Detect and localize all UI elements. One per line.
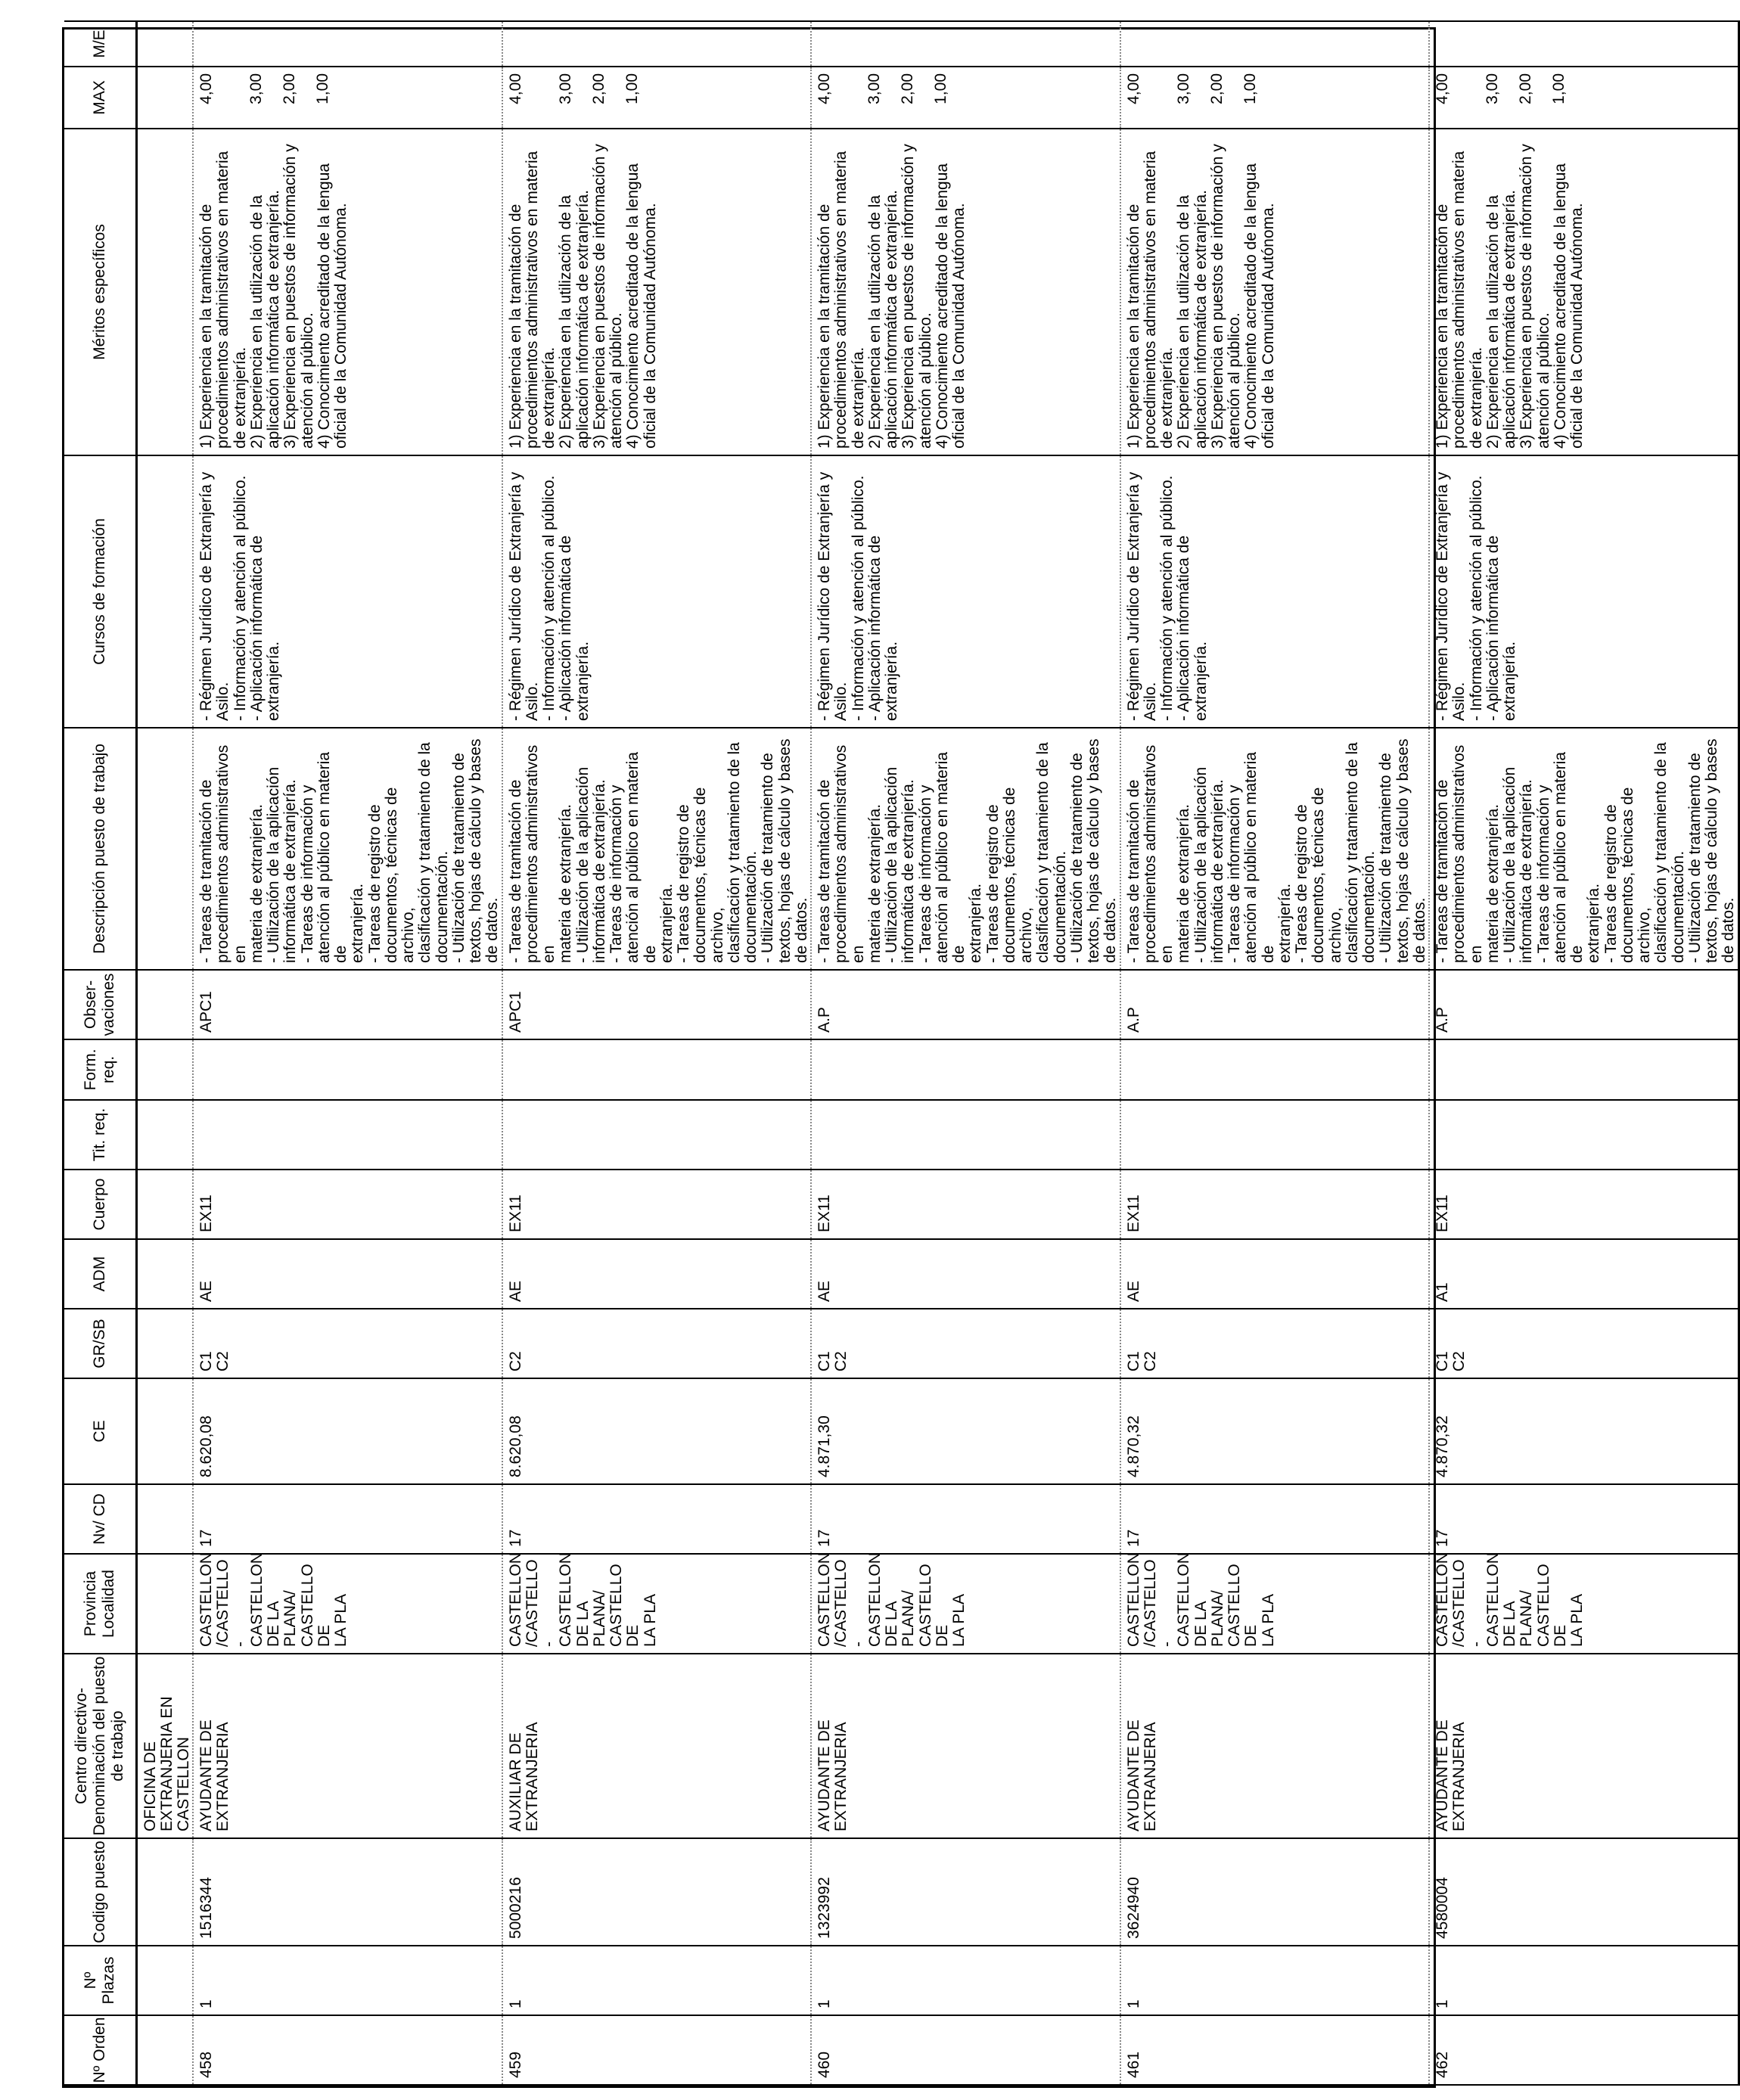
header-grupo: GR/SB xyxy=(64,1309,137,1378)
codigo-cell: 4580004 xyxy=(1429,1838,1738,1946)
max-value: 3,00 xyxy=(1174,73,1192,104)
meritos-cell: 1) Experiencia en la tramitación de procedimientos administrativos en materia de extranjería. 2) Experiencia en la utilización de la aplicación informática de extranjería. 3) Experiencia en puestos de información y atención al público. 4) Conocimiento acreditado de la lengua oficial de la Comunidad Autónoma. xyxy=(193,129,502,455)
obs-cell: A.P xyxy=(811,970,1120,1039)
cursos-cell: - Régimen Jurídico de Extranjería y Asilo. - Información y atención al público. - Aplicación informática de extranjería. xyxy=(193,455,502,728)
table-row xyxy=(502,21,812,2085)
form-cell xyxy=(502,1039,812,1100)
grupo-cell: C1 C2 xyxy=(811,1309,1120,1378)
localidad-cell: CASTELLON /CASTELLO - CASTELLON DE LA PLANA/ CASTELLO DE LA PLA xyxy=(1429,1554,1738,1654)
max-cell xyxy=(811,67,1120,129)
orden-cell: 458 xyxy=(193,2015,502,2085)
cursos-cell: - Régimen Jurídico de Extranjería y Asilo. - Información y atención al público. - Aplicación informática de extranjería. xyxy=(1429,455,1738,728)
form-cell xyxy=(811,1039,1120,1100)
max-value: 2,00 xyxy=(899,73,917,104)
nivel-cell: 17 xyxy=(811,1484,1120,1554)
orden-cell: 462 xyxy=(1429,2015,1738,2085)
max-value: 2,00 xyxy=(281,73,299,104)
localidad-cell: CASTELLON /CASTELLO - CASTELLON DE LA PLANA/ CASTELLO DE LA PLA xyxy=(1120,1554,1430,1654)
adm-cell: AE xyxy=(811,1239,1120,1309)
cuerpo-cell: EX11 xyxy=(1120,1170,1430,1239)
localidad-cell: CASTELLON /CASTELLO - CASTELLON DE LA PLANA/ CASTELLO DE LA PLA xyxy=(193,1554,502,1654)
meritos-cell: 1) Experiencia en la tramitación de procedimientos administrativos en materia de extranjería. 2) Experiencia en la utilización de la aplicación informática de extranjería. 3) Experiencia en puestos de información y atención al público. 4) Conocimiento acreditado de la lengua oficial de la Comunidad Autónoma. xyxy=(1120,129,1430,455)
department-name: OFICINA DE EXTRANJERIA EN CASTELLON xyxy=(137,1654,194,1838)
me-cell xyxy=(811,21,1120,67)
meritos-cell: 1) Experiencia en la tramitación de procedimientos administrativos en materia de extranjería. 2) Experiencia en la utilización de la aplicación informática de extranjería. 3) Experiencia en puestos de información y atención al público. 4) Conocimiento acreditado de la lengua oficial de la Comunidad Autónoma. xyxy=(1429,129,1738,455)
header-max: MAX xyxy=(64,67,137,129)
denominacion-cell: AYUDANTE DE EXTRANJERIA xyxy=(811,1654,1120,1838)
table-row xyxy=(811,21,1120,2085)
max-value: 4,00 xyxy=(1434,73,1452,104)
grupo-cell: C1 C2 xyxy=(1429,1309,1738,1378)
max-value: 1,00 xyxy=(932,73,950,104)
plazas-cell: 1 xyxy=(502,1946,812,2015)
plazas-cell: 1 xyxy=(1429,1946,1738,2015)
descripcion-cell: - Tareas de tramitación de procedimientos administrativos en materia de extranjería. - Utilización de la aplicación informática de extranjería. - Tareas de información y atención al público en materia de extranjería. - Tareas de registro de documentos, técnicas de archivo, clasificación y tratamiento de la documentación. - Utilización de tratamiento de textos, hojas de cálculo y bases de datos. xyxy=(1429,728,1738,970)
max-value: 2,00 xyxy=(1517,73,1535,104)
obs-cell: APC1 xyxy=(193,970,502,1039)
cursos-cell: - Régimen Jurídico de Extranjería y Asilo. - Información y atención al público. - Aplicación informática de extranjería. xyxy=(502,455,812,728)
tit-cell xyxy=(811,1100,1120,1170)
department-row xyxy=(137,21,194,2085)
plazas-cell: 1 xyxy=(193,1946,502,2015)
header-ce: CE xyxy=(64,1378,137,1484)
form-cell xyxy=(1120,1039,1430,1100)
cuerpo-cell: EX11 xyxy=(1429,1170,1738,1239)
adm-cell: AE xyxy=(502,1239,812,1309)
grupo-cell: C1 C2 xyxy=(193,1309,502,1378)
cuerpo-cell: EX11 xyxy=(193,1170,502,1239)
cursos-cell: - Régimen Jurídico de Extranjería y Asilo. - Información y atención al público. - Aplicación informática de extranjería. xyxy=(1120,455,1430,728)
max-value: 4,00 xyxy=(816,73,834,104)
cuerpo-cell: EX11 xyxy=(811,1170,1120,1239)
form-cell xyxy=(1429,1039,1738,1100)
obs-cell: APC1 xyxy=(502,970,812,1039)
table-row xyxy=(193,21,502,2085)
max-value: 4,00 xyxy=(197,73,216,104)
codigo-cell: 1516344 xyxy=(193,1838,502,1946)
nivel-cell: 17 xyxy=(193,1484,502,1554)
header-centro: Centro directivo- Denominación del puesto de trabajo xyxy=(64,1654,137,1838)
cuerpo-cell: EX11 xyxy=(502,1170,812,1239)
denominacion-cell: AYUDANTE DE EXTRANJERIA xyxy=(193,1654,502,1838)
descripcion-cell: - Tareas de tramitación de procedimientos administrativos en materia de extranjería. - Utilización de la aplicación informática de extranjería. - Tareas de información y atención al público en materia de extranjería. - Tareas de registro de documentos, técnicas de archivo, clasificación y tratamiento de la documentación. - Utilización de tratamiento de textos, hojas de cálculo y bases de datos. xyxy=(502,728,812,970)
ce-cell: 4.871,30 xyxy=(811,1378,1120,1484)
adm-cell: A1 xyxy=(1429,1239,1738,1309)
descripcion-cell: - Tareas de tramitación de procedimientos administrativos en materia de extranjería. - Utilización de la aplicación informática de extranjería. - Tareas de información y atención al público en materia de extranjería. - Tareas de registro de documentos, técnicas de archivo, clasificación y tratamiento de la documentación. - Utilización de tratamiento de textos, hojas de cálculo y bases de datos. xyxy=(811,728,1120,970)
header-formacion: Form. req. xyxy=(64,1039,137,1100)
denominacion-cell: AYUDANTE DE EXTRANJERIA xyxy=(1429,1654,1738,1838)
obs-cell: A.P xyxy=(1120,970,1430,1039)
nivel-cell: 17 xyxy=(502,1484,812,1554)
max-cell xyxy=(1120,67,1430,129)
ce-cell: 8.620,08 xyxy=(502,1378,812,1484)
adm-cell: AE xyxy=(1120,1239,1430,1309)
tit-cell xyxy=(1429,1100,1738,1170)
header-titulacion: Tit. req. xyxy=(64,1100,137,1170)
adm-cell: AE xyxy=(193,1239,502,1309)
header-adm: ADM xyxy=(64,1239,137,1309)
header-cursos: Cursos de formación xyxy=(64,455,137,728)
table-row xyxy=(1120,21,1430,2085)
max-value: 3,00 xyxy=(1484,73,1502,104)
nivel-cell: 17 xyxy=(1429,1484,1738,1554)
header-meritos: Méritos específicos xyxy=(64,129,137,455)
codigo-cell: 5000216 xyxy=(502,1838,812,1946)
codigo-cell: 1323992 xyxy=(811,1838,1120,1946)
nivel-cell: 17 xyxy=(1120,1484,1430,1554)
max-value: 3,00 xyxy=(865,73,884,104)
meritos-cell: 1) Experiencia en la tramitación de procedimientos administrativos en materia de extranjería. 2) Experiencia en la utilización de la aplicación informática de extranjería. 3) Experiencia en puestos de información y atención al público. 4) Conocimiento acreditado de la lengua oficial de la Comunidad Autónoma. xyxy=(502,129,812,455)
descripcion-cell: - Tareas de tramitación de procedimientos administrativos en materia de extranjería. - Utilización de la aplicación informática de extranjería. - Tareas de información y atención al público en materia de extranjería. - Tareas de registro de documentos, técnicas de archivo, clasificación y tratamiento de la documentación. - Utilización de tratamiento de textos, hojas de cálculo y bases de datos. xyxy=(193,728,502,970)
header-orden: Nº Orden xyxy=(64,2015,137,2085)
table-row xyxy=(1429,21,1738,2085)
me-cell xyxy=(193,21,502,67)
job-positions-table xyxy=(64,20,1740,2086)
plazas-cell: 1 xyxy=(1120,1946,1430,2015)
max-cell xyxy=(502,67,812,129)
max-value: 2,00 xyxy=(589,73,607,104)
max-value: 3,00 xyxy=(556,73,574,104)
form-cell xyxy=(193,1039,502,1100)
header-nivel: Nv/ CD xyxy=(64,1484,137,1554)
header-codigo: Codigo puesto xyxy=(64,1838,137,1946)
me-cell xyxy=(1120,21,1430,67)
denominacion-cell: AYUDANTE DE EXTRANJERIA xyxy=(1120,1654,1430,1838)
max-value: 3,00 xyxy=(247,73,266,104)
header-cuerpo: Cuerpo xyxy=(64,1170,137,1239)
max-value: 1,00 xyxy=(1550,73,1568,104)
plazas-cell: 1 xyxy=(811,1946,1120,2015)
meritos-cell: 1) Experiencia en la tramitación de procedimientos administrativos en materia de extranjería. 2) Experiencia en la utilización de la aplicación informática de extranjería. 3) Experiencia en puestos de información y atención al público. 4) Conocimiento acreditado de la lengua oficial de la Comunidad Autónoma. xyxy=(811,129,1120,455)
header-descripcion: Descripción puesto de trabajo xyxy=(64,728,137,970)
codigo-cell: 3624940 xyxy=(1120,1838,1430,1946)
ce-cell: 8.620,08 xyxy=(193,1378,502,1484)
descripcion-cell: - Tareas de tramitación de procedimientos administrativos en materia de extranjería. - Utilización de la aplicación informática de extranjería. - Tareas de información y atención al público en materia de extranjería. - Tareas de registro de documentos, técnicas de archivo, clasificación y tratamiento de la documentación. - Utilización de tratamiento de textos, hojas de cálculo y bases de datos. xyxy=(1120,728,1430,970)
denominacion-cell: AUXILIAR DE EXTRANJERIA xyxy=(502,1654,812,1838)
header-me: M/E xyxy=(64,21,137,67)
ce-cell: 4.870,32 xyxy=(1429,1378,1738,1484)
me-cell xyxy=(1429,21,1738,67)
ce-cell: 4.870,32 xyxy=(1120,1378,1430,1484)
header-provincia: Provincia Localidad xyxy=(64,1554,137,1654)
tit-cell xyxy=(502,1100,812,1170)
max-cell xyxy=(193,67,502,129)
orden-cell: 459 xyxy=(502,2015,812,2085)
cursos-cell: - Régimen Jurídico de Extranjería y Asilo. - Información y atención al público. - Aplicación informática de extranjería. xyxy=(811,455,1120,728)
obs-cell: A.P xyxy=(1429,970,1738,1039)
max-value: 4,00 xyxy=(506,73,524,104)
header-row xyxy=(64,21,137,2085)
orden-cell: 461 xyxy=(1120,2015,1430,2085)
header-observaciones: Obser- vaciones xyxy=(64,970,137,1039)
localidad-cell: CASTELLON /CASTELLO - CASTELLON DE LA PLANA/ CASTELLO DE LA PLA xyxy=(502,1554,812,1654)
max-value: 2,00 xyxy=(1207,73,1226,104)
max-value: 4,00 xyxy=(1124,73,1142,104)
tit-cell xyxy=(1120,1100,1430,1170)
me-cell xyxy=(502,21,812,67)
max-value: 1,00 xyxy=(1241,73,1259,104)
job-positions-sheet xyxy=(62,27,1738,2088)
localidad-cell: CASTELLON /CASTELLO - CASTELLON DE LA PLANA/ CASTELLO DE LA PLA xyxy=(811,1554,1120,1654)
grupo-cell: C2 xyxy=(502,1309,812,1378)
max-value: 1,00 xyxy=(314,73,332,104)
max-cell xyxy=(1429,67,1738,129)
header-plazas: Nº Plazas xyxy=(64,1946,137,2015)
orden-cell: 460 xyxy=(811,2015,1120,2085)
max-value: 1,00 xyxy=(623,73,641,104)
tit-cell xyxy=(193,1100,502,1170)
grupo-cell: C1 C2 xyxy=(1120,1309,1430,1378)
